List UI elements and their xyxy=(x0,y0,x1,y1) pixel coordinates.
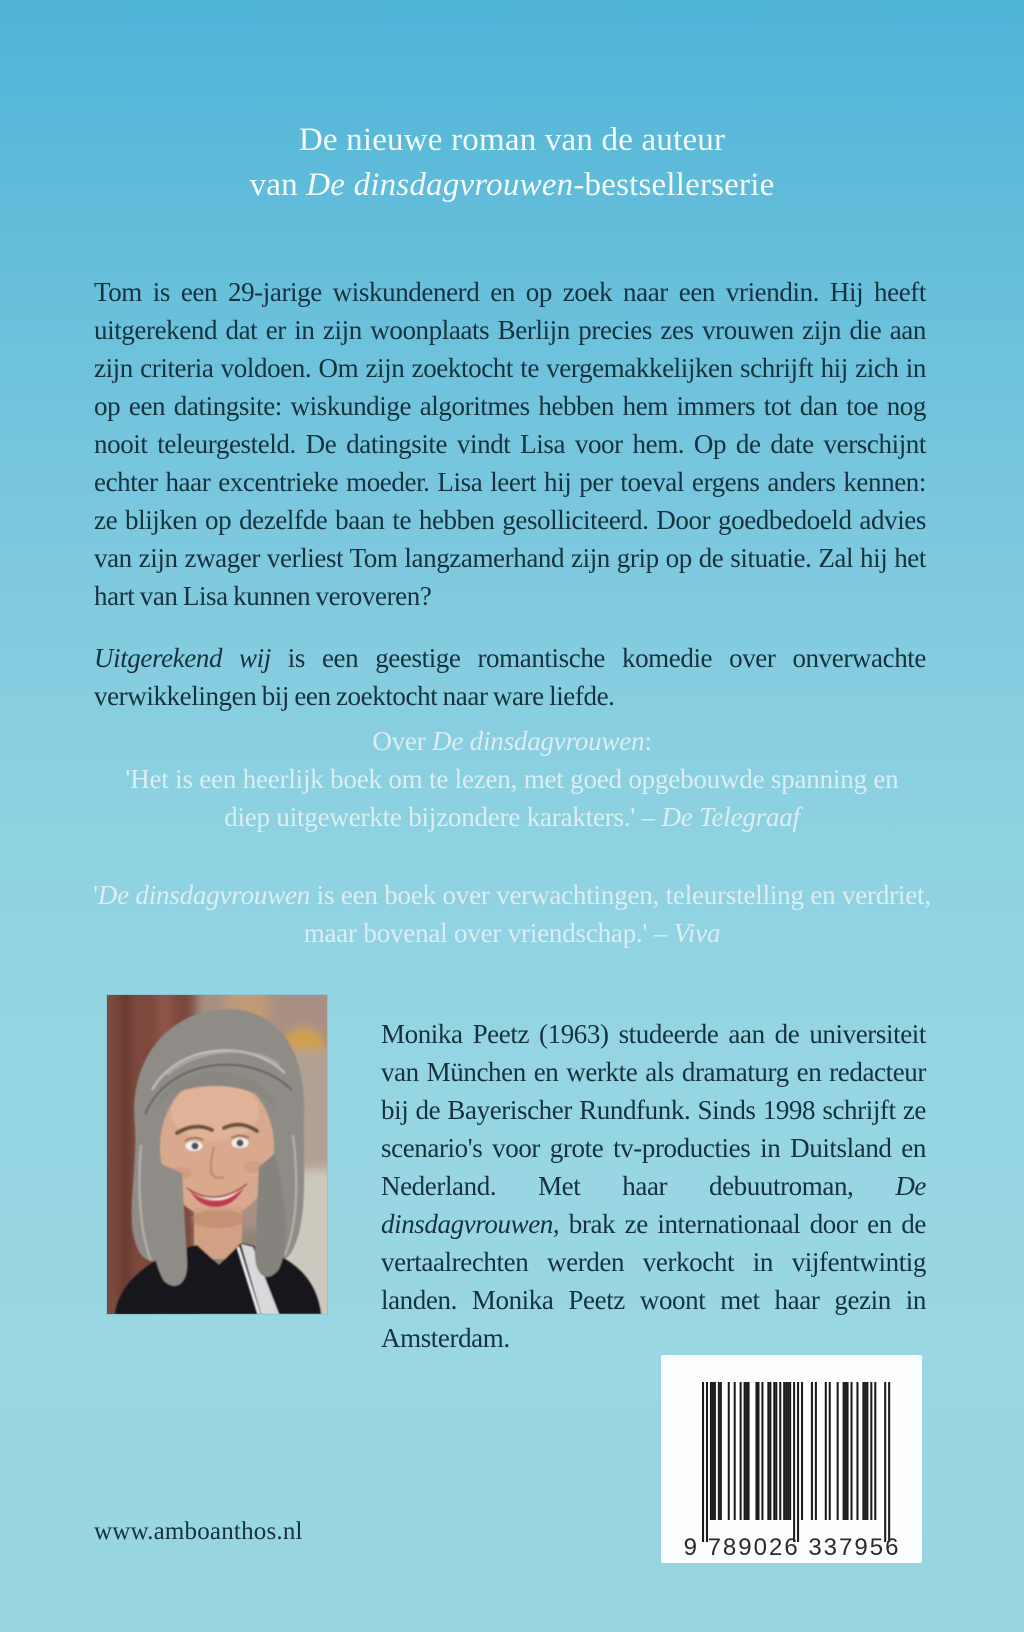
barcode-bars xyxy=(702,1382,890,1542)
barcode-number: 9 789026 337956 xyxy=(683,1534,901,1561)
barcode xyxy=(661,1355,922,1563)
quote-telegraaf: 'Het is een heerlijk boek om te lezen, met goed opgebouwde spanning en diep uitgewerkte bijzondere karakters.' – De Telegraaf xyxy=(125,764,899,832)
tagline-paragraph: Uitgerekend wij is een geestige romantische komedie over onverwachte verwikkelingen bij een zoektocht naar ware liefde. xyxy=(94,643,926,711)
headline-line1: De nieuwe roman van de auteur xyxy=(298,122,726,158)
author-bio: Monika Peetz (1963) studeerde aan de universiteit van München en werkte als dramaturg en redacteur bij de Bayerischer Rundfunk. Sinds 1998 schrijft ze scenario's voor grote tv-producties in Duitsland en Nederland. Met haar debuutroman, De dinsdagvrouwen, brak ze internationaal door en de vertaalrechten werden verkocht in vijfentwintig landen. Monika Peetz woont met haar gezin in Amsterdam. xyxy=(381,1019,926,1353)
headline-line2: van De dinsdagvrouwen-bestsellerserie xyxy=(249,167,775,203)
synopsis-paragraph: Tom is een 29-jarige wiskundenerd en op zoek naar een vriendin. Hij heeft uitgerekend dat er in zijn woonplaats Berlijn precies zes vrouwen zijn die aan zijn criteria voldoen. Om zijn zoektocht te vergemakkelijken schrijft hij zich in op een datingsite: wiskundige algoritmes hebben hem immers tot dan toe nog nooit teleurgesteld. De datingsite vindt Lisa voor hem. Op de date verschijnt echter haar excentrieke moeder. Lisa leert hij per toeval ergens anders kennen: ze blijken op dezelfde baan te hebben gesolliciteerd. Door goedbedoeld advies van zijn zwager verliest Tom langzamerhand zijn grip op de situatie. Zal hij het hart van Lisa kunnen veroveren? xyxy=(94,277,926,611)
quote-viva: 'De dinsdagvrouwen is een boek over verwachtingen, teleurstelling en verdriet, maar bovenal over vriendschap.' – Viva xyxy=(93,880,931,948)
headline xyxy=(0,118,1024,208)
press-quotes xyxy=(62,722,962,952)
press-quotes-heading: Over De dinsdagvrouwen: xyxy=(372,726,652,756)
publisher-website: www.amboanthos.nl xyxy=(94,1518,303,1545)
author-photo xyxy=(107,995,327,1314)
barcode-graphic xyxy=(661,1355,922,1563)
author-portrait-illustration xyxy=(107,995,327,1314)
